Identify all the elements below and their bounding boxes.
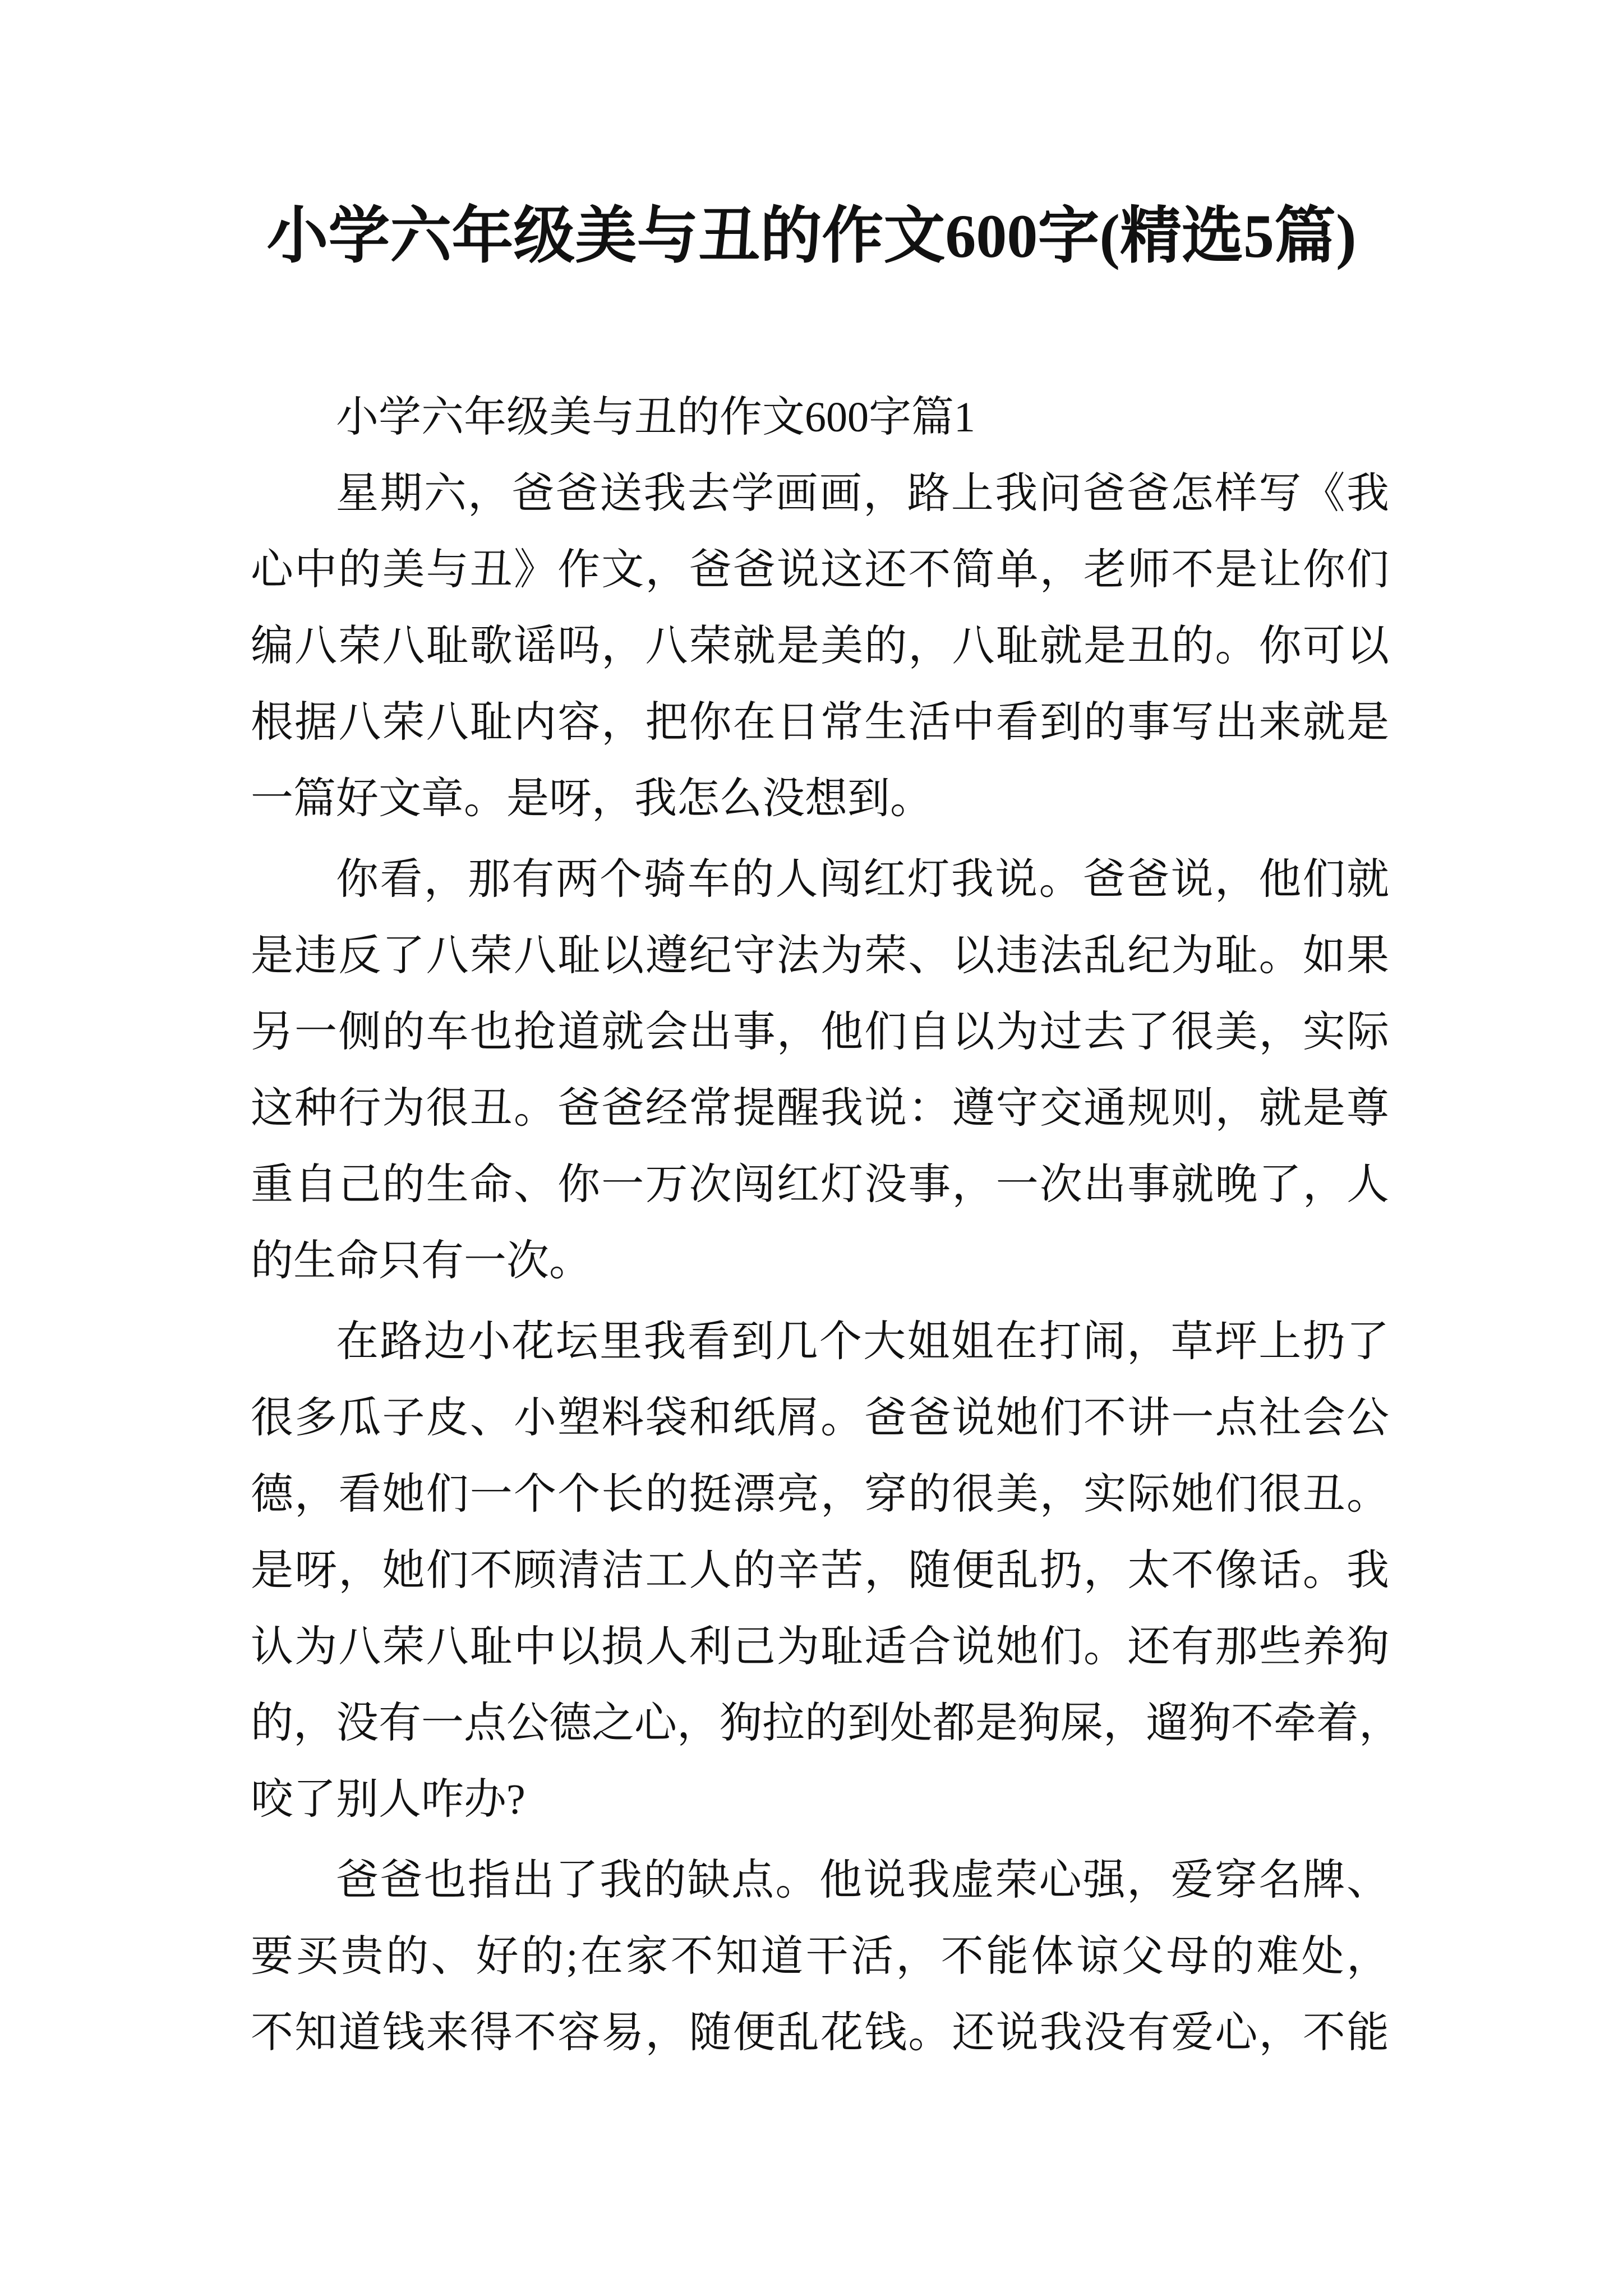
text-line: 的生命只有一次。 (251, 1237, 592, 1285)
text-line: 这种行为很丑。爸爸经常提醒我说：遵守交通规则，就是尊 (251, 1085, 1389, 1132)
text-line: 一篇好文章。是呀，我怎么没想到。 (251, 775, 933, 822)
document-title: 小学六年级美与丑的作文600字(精选5篇) (266, 202, 1357, 270)
text-line: 编八荣八耻歌谣吗，八荣就是美的，八耻就是丑的。你可以 (251, 623, 1389, 670)
text-line: 很多瓜子皮、小塑料袋和纸屑。爸爸说她们不讲一点社会公 (251, 1395, 1389, 1442)
text-line: 重自己的生命、你一万次闯红灯没事，一次出事就晚了，人 (251, 1161, 1389, 1208)
text-line: 是呀，她们不顾清洁工人的辛苦，随便乱扔，太不像话。我 (251, 1547, 1389, 1594)
text-line: 心中的美与丑》作文，爸爸说这还不简单，老师不是让你们 (251, 546, 1389, 593)
document-body (251, 379, 1401, 2071)
paragraph (251, 1304, 1401, 1838)
paragraph (251, 841, 1389, 1299)
text-line: 认为八荣八耻中以损人利己为耻适合说她们。还有那些养狗 (251, 1623, 1389, 1671)
text-line: 不知道钱来得不容易，随便乱花钱。还说我没有爱心，不能 (251, 2009, 1389, 2056)
paragraph (251, 455, 1389, 837)
text-line: 另一侧的车也抢道就会出事，他们自以为过去了很美，实际 (251, 1009, 1389, 1056)
essay-heading: 小学六年级美与丑的作文600字篇1 (336, 394, 975, 441)
text-line: 在路边小花坛里我看到几个大姐姐在打闹，草坪上扔了 (336, 1318, 1389, 1365)
text-line: 爸爸也指出了我的缺点。他说我虚荣心强，爱穿名牌、 (336, 1857, 1389, 1904)
text-line: 星期六，爸爸送我去学画画，路上我问爸爸怎样写《我 (336, 470, 1389, 517)
text-line: 要买贵的、好的;在家不知道干活，不能体谅父母的难处， (251, 1933, 1389, 1980)
text-line: 咬了别人咋办? (251, 1776, 525, 1823)
text-line: 是违反了八荣八耻以遵纪守法为荣、以违法乱纪为耻。如果 (251, 932, 1389, 979)
text-line: 的，没有一点公德之心，狗拉的到处都是狗屎，遛狗不牵着， (251, 1700, 1401, 1747)
text-line: 根据八荣八耻内容，把你在日常生活中看到的事写出来就是 (251, 699, 1389, 746)
text-line: 德，看她们一个个长的挺漂亮，穿的很美，实际她们很丑。 (251, 1471, 1389, 1518)
paragraph (251, 1842, 1389, 2071)
text-line: 你看，那有两个骑车的人闯红灯我说。爸爸说，他们就 (336, 856, 1389, 903)
